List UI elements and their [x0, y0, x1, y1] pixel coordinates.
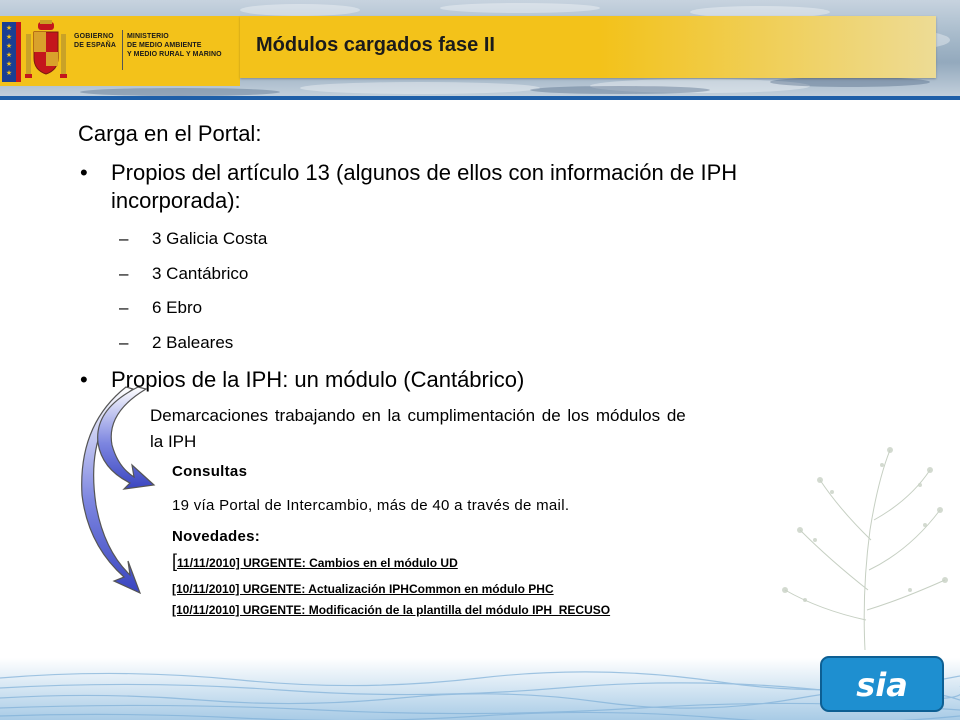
logo-divider [122, 30, 123, 70]
eu-stars-icon: ★ ★ ★ ★ ★ ★ [5, 25, 13, 77]
dash-marker: – [119, 229, 129, 248]
consultas-text: 19 vía Portal de Intercambio, más de 40 a través de mail. [172, 497, 570, 514]
novedades-label: Novedades: [172, 528, 261, 545]
bullet-article-13-line1: Propios del artículo 13 (algunos de ellos con información de IPH [111, 160, 738, 185]
dash-marker: – [119, 298, 129, 317]
news-link-phc[interactable]: [10/11/2010] URGENTE: Actualización IPHCommon en módulo PHC [172, 582, 554, 596]
header-rule [0, 96, 960, 100]
title-box-fade [600, 16, 936, 78]
news-link-ud-text[interactable]: 11/11/2010] URGENTE: Cambios en el módulo UD [177, 556, 458, 570]
consultas-label: Consultas [172, 463, 248, 480]
sia-logo-text: sia [856, 666, 908, 704]
list-item: 3 Galicia Costa [152, 229, 268, 248]
news-bracket: [ [172, 551, 178, 571]
dash-marker: – [119, 333, 129, 352]
news-link-recuso[interactable]: [10/11/2010] URGENTE: Modificación de la plantilla del módulo IPH_RECUSO [172, 603, 611, 617]
logo-ministry-text: MINISTERIO DE MEDIO AMBIENTE Y MEDIO RURAL Y MARINO [127, 33, 222, 58]
footer-waves [0, 628, 960, 720]
coat-of-arms-icon [24, 20, 68, 82]
demarcaciones-line2: la IPH [150, 432, 197, 451]
page-title: Módulos cargados fase II [256, 34, 495, 56]
list-item: 3 Cantábrico [152, 264, 249, 283]
sia-logo [820, 656, 944, 712]
plant-decoration-icon [770, 440, 960, 650]
bullet-marker: • [80, 160, 88, 185]
logo-government-text: GOBIERNO DE ESPAÑA [74, 33, 117, 49]
demarcaciones-line1: Demarcaciones trabajando en la cumplimentación de los módulos de [150, 406, 686, 425]
news-link-ud[interactable] [172, 551, 458, 572]
bullet-iph-module: Propios de la IPH: un módulo (Cantábrico) [111, 367, 525, 392]
intro-text: Carga en el Portal: [78, 121, 262, 146]
bullet-article-13-line2: incorporada): [111, 188, 241, 213]
bullet-marker: • [80, 367, 88, 392]
list-item: 2 Baleares [152, 333, 234, 352]
list-item: 6 Ebro [152, 298, 203, 317]
spain-flag-stripe [16, 22, 21, 82]
dash-marker: – [119, 264, 129, 283]
